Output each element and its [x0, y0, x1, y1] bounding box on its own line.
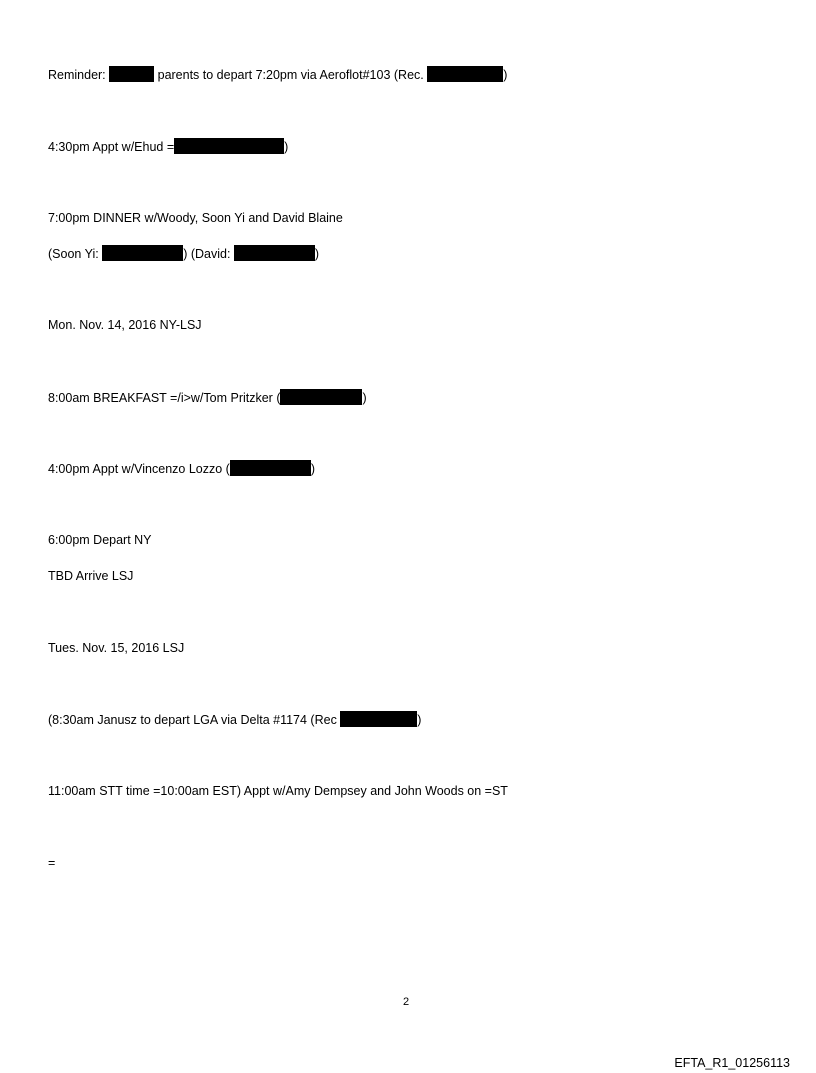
reminder-text-2: parents to depart 7:20pm via Aeroflot#103 (Rec. [154, 68, 428, 82]
date-heading-nov14: Mon. Nov. 14, 2016 NY-LSJ [48, 318, 202, 332]
breakfast-close: ) [362, 391, 367, 405]
appt-lozzo-line [48, 460, 315, 477]
janusz-close: ) [417, 713, 422, 727]
redaction-block [234, 245, 315, 261]
arrive-lsj-line: TBD Arrive LSJ [48, 569, 134, 583]
redaction-block [427, 66, 503, 82]
contacts-text: (Soon Yi: [48, 247, 103, 261]
redaction-block [102, 245, 183, 261]
contacts-text-2: ) (David: [183, 247, 234, 261]
redaction-block [340, 711, 417, 727]
reminder-text: Reminder: [48, 68, 110, 82]
contacts-close: ) [314, 247, 320, 261]
appt-ehud-line [48, 138, 288, 155]
stt-appt-line: 11:00am STT time =10:00am EST) Appt w/Amy Dempsey and John Woods on =ST [48, 784, 508, 798]
document-id: EFTA_R1_01256113 [674, 1056, 790, 1070]
page-number: 2 [403, 996, 410, 1008]
redaction-block [230, 460, 311, 476]
breakfast-line [48, 389, 367, 406]
redaction-block [174, 138, 284, 154]
contacts-line [48, 245, 319, 262]
redaction-block [280, 389, 362, 405]
reminder-line [48, 66, 507, 83]
reminder-text-3: ) [503, 68, 508, 82]
janusz-line [48, 711, 421, 728]
trailing-equals: = [48, 856, 56, 870]
date-heading-nov15: Tues. Nov. 15, 2016 LSJ [48, 641, 185, 655]
breakfast-text: 8:00am BREAKFAST =/i>w/Tom Pritzker ( [48, 391, 281, 405]
appt-lozzo-text: 4:00pm Appt w/Vincenzo Lozzo ( [48, 462, 230, 476]
appt-ehud-text: 4:30pm Appt w/Ehud = [48, 140, 175, 154]
dinner-line: 7:00pm DINNER w/Woody, Soon Yi and David Blaine [48, 211, 343, 225]
redaction-block [109, 66, 154, 82]
appt-lozzo-close: ) [310, 462, 315, 476]
appt-ehud-close: ) [284, 140, 289, 154]
janusz-text: (8:30am Janusz to depart LGA via Delta #1174 (Rec [48, 713, 341, 727]
depart-ny-line: 6:00pm Depart NY [48, 533, 152, 547]
